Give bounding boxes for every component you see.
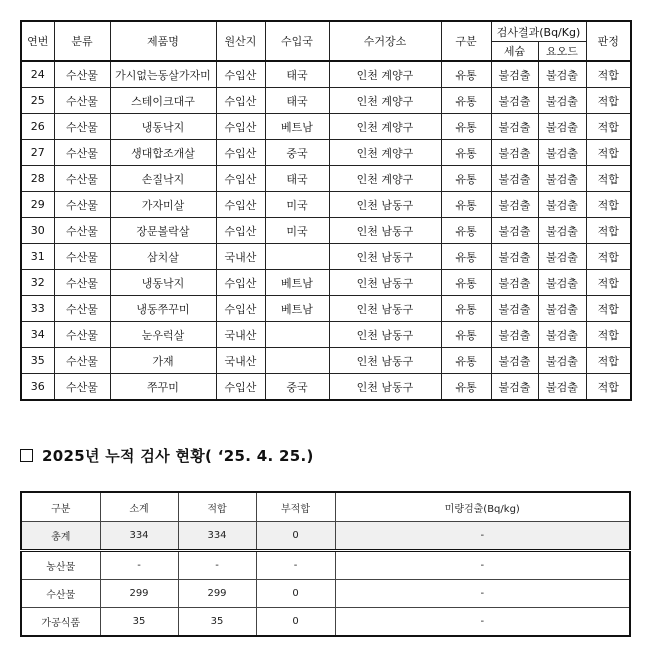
- cell-category: 수산물: [54, 192, 110, 218]
- cell-iodine: 불검출: [538, 296, 586, 322]
- table-row: [21, 140, 631, 166]
- cell-collection-place: 인천 남동구: [329, 192, 441, 218]
- cell-judgment: 적합: [586, 88, 631, 114]
- cell-judgment: 적합: [586, 348, 631, 374]
- cell-iodine: 불검출: [538, 140, 586, 166]
- cell-import-country: 중국: [265, 140, 329, 166]
- summary-cell-trace: -: [335, 551, 630, 580]
- cell-collection-place: 인천 남동구: [329, 244, 441, 270]
- cell-iodine: 불검출: [538, 322, 586, 348]
- cell-no: 36: [21, 374, 54, 401]
- inspection-table-body: [21, 61, 631, 400]
- cell-import-country: 태국: [265, 88, 329, 114]
- summary-cell-subtotal: -: [100, 551, 178, 580]
- summary-header-trace: 미량검출(Bq/kg): [335, 492, 630, 522]
- cell-category: 수산물: [54, 218, 110, 244]
- cell-judgment: 적합: [586, 270, 631, 296]
- cell-import-country: 미국: [265, 192, 329, 218]
- cell-product: 쭈꾸미: [110, 374, 216, 401]
- cell-cesium: 불검출: [491, 88, 538, 114]
- table-row: [21, 296, 631, 322]
- cell-judgment: 적합: [586, 114, 631, 140]
- summary-cell-trace: -: [335, 608, 630, 637]
- cell-no: 25: [21, 88, 54, 114]
- cell-product: 가재: [110, 348, 216, 374]
- summary-cell-trace: -: [335, 522, 630, 551]
- cell-judgment: 적합: [586, 192, 631, 218]
- cell-cesium: 불검출: [491, 348, 538, 374]
- cell-division: 유통: [441, 114, 491, 140]
- cell-import-country: 태국: [265, 61, 329, 88]
- summary-cell-fail: -: [256, 551, 335, 580]
- header-category: 분류: [54, 21, 110, 61]
- header-cesium: 세슘: [491, 42, 538, 62]
- cell-no: 27: [21, 140, 54, 166]
- cell-category: 수산물: [54, 244, 110, 270]
- cell-product: 냉동쭈꾸미: [110, 296, 216, 322]
- cell-collection-place: 인천 남동구: [329, 322, 441, 348]
- cell-collection-place: 인천 계양구: [329, 166, 441, 192]
- summary-cell-subtotal: 299: [100, 580, 178, 608]
- table-row: [21, 270, 631, 296]
- cell-cesium: 불검출: [491, 218, 538, 244]
- cell-origin: 수입산: [216, 61, 265, 88]
- cell-origin: 수입산: [216, 192, 265, 218]
- cell-division: 유통: [441, 322, 491, 348]
- cell-iodine: 불검출: [538, 61, 586, 88]
- cell-origin: 수입산: [216, 218, 265, 244]
- cell-product: 손질낙지: [110, 166, 216, 192]
- cell-division: 유통: [441, 166, 491, 192]
- summary-table-body: [21, 522, 630, 637]
- cell-division: 유통: [441, 88, 491, 114]
- cell-cesium: 불검출: [491, 270, 538, 296]
- summary-header-division: 구분: [21, 492, 100, 522]
- cell-iodine: 불검출: [538, 218, 586, 244]
- cell-import-country: [265, 322, 329, 348]
- summary-header-subtotal: 소계: [100, 492, 178, 522]
- cell-cesium: 불검출: [491, 114, 538, 140]
- cell-product: 냉동낙지: [110, 114, 216, 140]
- cell-collection-place: 인천 남동구: [329, 296, 441, 322]
- cell-cesium: 불검출: [491, 166, 538, 192]
- cell-judgment: 적합: [586, 61, 631, 88]
- cell-judgment: 적합: [586, 244, 631, 270]
- header-judgment: 판정: [586, 21, 631, 61]
- cell-no: 33: [21, 296, 54, 322]
- section-heading: [20, 442, 314, 468]
- cell-origin: 국내산: [216, 322, 265, 348]
- header-result-group: 검사결과(Bq/Kg): [491, 21, 586, 42]
- header-origin: 원산지: [216, 21, 265, 61]
- table-row: [21, 114, 631, 140]
- cell-category: 수산물: [54, 374, 110, 401]
- cell-judgment: 적합: [586, 218, 631, 244]
- checkbox-square-icon: [20, 449, 33, 462]
- summary-cell-subtotal: 334: [100, 522, 178, 551]
- cell-category: 수산물: [54, 322, 110, 348]
- cell-import-country: 미국: [265, 218, 329, 244]
- cell-origin: 국내산: [216, 348, 265, 374]
- summary-cell-trace: -: [335, 580, 630, 608]
- cell-product: 냉동낙지: [110, 270, 216, 296]
- cell-iodine: 불검출: [538, 88, 586, 114]
- table-row: [21, 374, 631, 401]
- cell-category: 수산물: [54, 166, 110, 192]
- table-row: [21, 218, 631, 244]
- cell-cesium: 불검출: [491, 296, 538, 322]
- table-row: [21, 88, 631, 114]
- cell-cesium: 불검출: [491, 322, 538, 348]
- cell-iodine: 불검출: [538, 192, 586, 218]
- cell-division: 유통: [441, 270, 491, 296]
- cell-product: 눈우럭살: [110, 322, 216, 348]
- cell-no: 24: [21, 61, 54, 88]
- cell-product: 가시없는동살가자미: [110, 61, 216, 88]
- cell-category: 수산물: [54, 61, 110, 88]
- cell-cesium: 불검출: [491, 140, 538, 166]
- cell-collection-place: 인천 계양구: [329, 114, 441, 140]
- table-row: [21, 61, 631, 88]
- cell-category: 수산물: [54, 88, 110, 114]
- table-row: [21, 192, 631, 218]
- summary-row: [21, 608, 630, 637]
- cell-iodine: 불검출: [538, 244, 586, 270]
- table-row: [21, 244, 631, 270]
- header-division: 구분: [441, 21, 491, 61]
- cell-collection-place: 인천 남동구: [329, 218, 441, 244]
- summary-cell-subtotal: 35: [100, 608, 178, 637]
- cell-import-country: 베트남: [265, 114, 329, 140]
- cell-collection-place: 인천 계양구: [329, 88, 441, 114]
- cell-no: 31: [21, 244, 54, 270]
- cell-no: 35: [21, 348, 54, 374]
- cell-no: 26: [21, 114, 54, 140]
- cell-product: 가자미살: [110, 192, 216, 218]
- cell-origin: 수입산: [216, 296, 265, 322]
- cell-judgment: 적합: [586, 296, 631, 322]
- cell-product: 삼치살: [110, 244, 216, 270]
- table-row: [21, 322, 631, 348]
- summary-cell-pass: 35: [178, 608, 256, 637]
- summary-row: [21, 551, 630, 580]
- cell-judgment: 적합: [586, 322, 631, 348]
- cell-collection-place: 인천 남동구: [329, 348, 441, 374]
- cell-no: 28: [21, 166, 54, 192]
- cell-division: 유통: [441, 192, 491, 218]
- inspection-table: [20, 20, 632, 401]
- cell-division: 유통: [441, 374, 491, 401]
- cell-no: 34: [21, 322, 54, 348]
- cell-collection-place: 인천 계양구: [329, 140, 441, 166]
- cell-judgment: 적합: [586, 140, 631, 166]
- cell-no: 32: [21, 270, 54, 296]
- header-iodine: 요오드: [538, 42, 586, 62]
- cell-division: 유통: [441, 140, 491, 166]
- summary-row: [21, 580, 630, 608]
- cell-import-country: [265, 244, 329, 270]
- summary-cell-pass: 334: [178, 522, 256, 551]
- cell-origin: 국내산: [216, 244, 265, 270]
- cell-import-country: 베트남: [265, 270, 329, 296]
- cell-import-country: 베트남: [265, 296, 329, 322]
- cell-division: 유통: [441, 244, 491, 270]
- cell-category: 수산물: [54, 270, 110, 296]
- cell-product: 장문볼락살: [110, 218, 216, 244]
- summary-cell-fail: 0: [256, 522, 335, 551]
- cell-category: 수산물: [54, 296, 110, 322]
- cell-judgment: 적합: [586, 374, 631, 401]
- summary-header-fail: 부적합: [256, 492, 335, 522]
- cell-iodine: 불검출: [538, 166, 586, 192]
- cell-product: 생대합조개살: [110, 140, 216, 166]
- section-title-text: 2025년 누적 검사 현황( ‘25. 4. 25.): [42, 446, 314, 465]
- cell-collection-place: 인천 계양구: [329, 61, 441, 88]
- cell-origin: 수입산: [216, 270, 265, 296]
- cell-cesium: 불검출: [491, 61, 538, 88]
- cell-iodine: 불검출: [538, 114, 586, 140]
- cell-origin: 수입산: [216, 88, 265, 114]
- cell-import-country: [265, 348, 329, 374]
- cell-no: 29: [21, 192, 54, 218]
- cell-no: 30: [21, 218, 54, 244]
- cell-division: 유통: [441, 61, 491, 88]
- cell-collection-place: 인천 남동구: [329, 374, 441, 401]
- summary-cell-division: 총계: [21, 522, 100, 551]
- header-import-country: 수입국: [265, 21, 329, 61]
- cell-category: 수산물: [54, 348, 110, 374]
- summary-table: [20, 491, 631, 637]
- summary-cell-division: 수산물: [21, 580, 100, 608]
- summary-cell-pass: -: [178, 551, 256, 580]
- cell-category: 수산물: [54, 114, 110, 140]
- summary-cell-fail: 0: [256, 608, 335, 637]
- header-product: 제품명: [110, 21, 216, 61]
- cell-judgment: 적합: [586, 166, 631, 192]
- cell-collection-place: 인천 남동구: [329, 270, 441, 296]
- summary-row: [21, 522, 630, 551]
- table-row: [21, 348, 631, 374]
- cell-import-country: 태국: [265, 166, 329, 192]
- cell-origin: 수입산: [216, 166, 265, 192]
- cell-cesium: 불검출: [491, 374, 538, 401]
- cell-iodine: 불검출: [538, 270, 586, 296]
- summary-cell-division: 농산물: [21, 551, 100, 580]
- cell-product: 스테이크대구: [110, 88, 216, 114]
- summary-cell-pass: 299: [178, 580, 256, 608]
- cell-cesium: 불검출: [491, 244, 538, 270]
- summary-cell-fail: 0: [256, 580, 335, 608]
- table-row: [21, 166, 631, 192]
- cell-division: 유통: [441, 218, 491, 244]
- cell-category: 수산물: [54, 140, 110, 166]
- cell-origin: 수입산: [216, 140, 265, 166]
- cell-division: 유통: [441, 296, 491, 322]
- cell-import-country: 중국: [265, 374, 329, 401]
- header-collection-place: 수거장소: [329, 21, 441, 61]
- cell-origin: 수입산: [216, 114, 265, 140]
- cell-division: 유통: [441, 348, 491, 374]
- cell-origin: 수입산: [216, 374, 265, 401]
- summary-cell-division: 가공식품: [21, 608, 100, 637]
- summary-header-pass: 적합: [178, 492, 256, 522]
- cell-iodine: 불검출: [538, 374, 586, 401]
- header-no: 연번: [21, 21, 54, 61]
- cell-cesium: 불검출: [491, 192, 538, 218]
- cell-iodine: 불검출: [538, 348, 586, 374]
